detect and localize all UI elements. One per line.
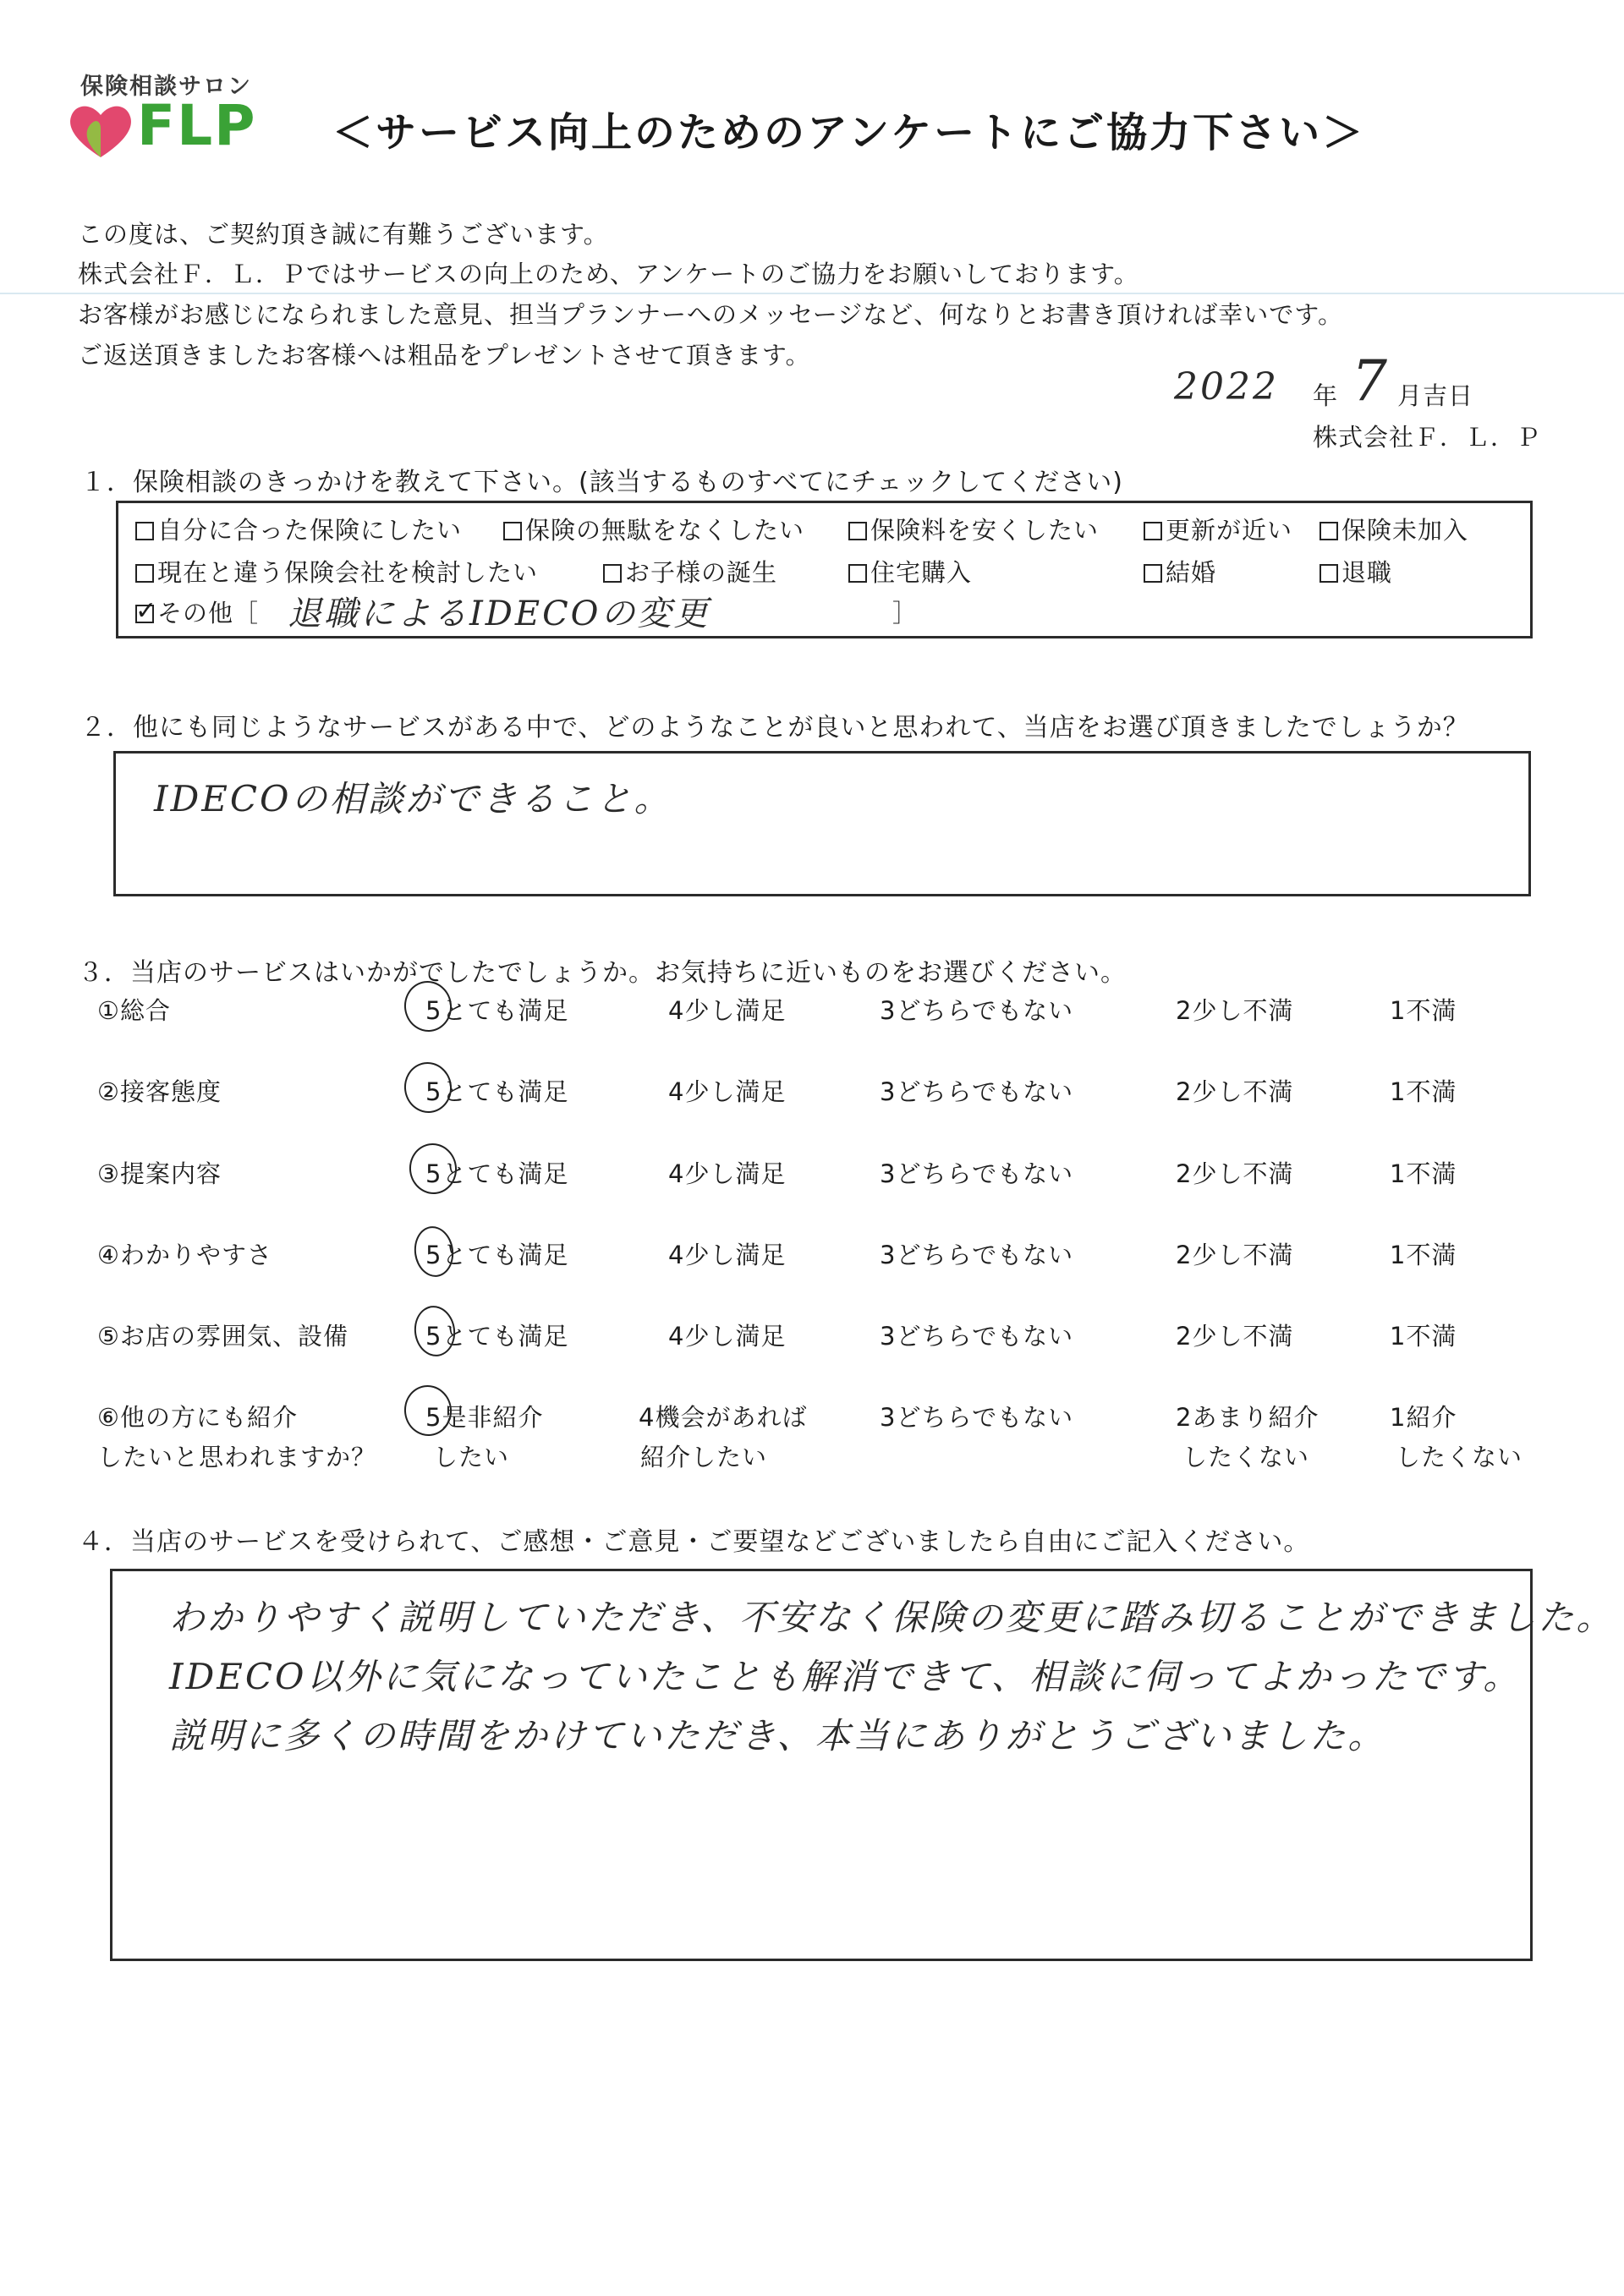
q3-option-5[interactable]: 5とても満足 xyxy=(425,1077,569,1106)
logo-heart-icon xyxy=(66,100,135,161)
page-title: ＜サービス向上のためのアンケートにご協力下さい＞ xyxy=(332,109,1366,156)
company-name: 株式会社Ｆ．Ｌ．Ｐ xyxy=(1313,423,1542,452)
q3-option-2[interactable]: 2少し不満 xyxy=(1176,1241,1294,1269)
q1-option[interactable]: 更新が近い xyxy=(1144,512,1292,546)
q1-option[interactable]: 現在と違う保険会社を検討したい xyxy=(135,554,538,589)
q4-answer-line-2: IDECO以外に気になっていたことも解消できて、相談に伺ってよかったです。 xyxy=(169,1656,1522,1697)
q3-option-5[interactable]: 5とても満足 xyxy=(425,1241,569,1269)
checkbox-icon[interactable] xyxy=(848,564,867,583)
checkbox-icon[interactable] xyxy=(135,564,154,583)
q3-row-label: ③提案内容 xyxy=(97,1159,222,1188)
q3-row6-option-2-line2: したくない xyxy=(1182,1443,1310,1471)
q3-row6-label-line1: ⑥他の方にも紹介 xyxy=(97,1403,298,1432)
intro-line-2: 株式会社Ｆ．Ｌ．Ｐではサービスの向上のため、アンケートのご協力をお願いしております。 xyxy=(78,260,1139,288)
q3-option-2[interactable]: 2少し不満 xyxy=(1176,1322,1294,1351)
q3-option-2[interactable]: 2少し不満 xyxy=(1176,1159,1294,1188)
q3-option-1[interactable]: 1不満 xyxy=(1390,1241,1457,1269)
q1-option[interactable]: お子様の誕生 xyxy=(603,554,777,589)
date-year-label: 年 xyxy=(1313,381,1339,410)
q3-option-1[interactable]: 1不満 xyxy=(1390,996,1457,1025)
q3-option-3[interactable]: 3どちらでもない xyxy=(880,1241,1074,1269)
q3-row6-option-4-line2: 紹介したい xyxy=(640,1443,768,1471)
q3-option-3[interactable]: 3どちらでもない xyxy=(880,1322,1074,1351)
intro-line-4: ご返送頂きましたお客様へは粗品をプレゼントさせて頂きます。 xyxy=(78,341,811,370)
checkbox-icon[interactable] xyxy=(1320,564,1338,583)
q3-option-3[interactable]: 3どちらでもない xyxy=(880,1077,1074,1106)
scan-artifact-line xyxy=(0,293,1624,294)
q3-option-2[interactable]: 2少し不満 xyxy=(1176,996,1294,1025)
q4-answer-line-1: わかりやすく説明していただき、不安なく保険の変更に踏み切ることができました。 xyxy=(169,1597,1615,1638)
checkbox-icon[interactable] xyxy=(1144,522,1162,540)
q1-option[interactable]: 保険料を安くしたい xyxy=(848,512,1099,546)
q3-row-label: ②接客態度 xyxy=(97,1077,222,1106)
checkbox-icon[interactable] xyxy=(603,564,622,583)
q1-option[interactable]: 住宅購入 xyxy=(848,554,972,589)
q3-option-4[interactable]: 4少し満足 xyxy=(668,1077,787,1106)
checkbox-icon[interactable] xyxy=(848,522,867,540)
logo-caption: 保険相談サロン xyxy=(80,74,252,100)
checkbox-icon[interactable] xyxy=(503,522,522,540)
q3-row-label: ④わかりやすさ xyxy=(97,1241,272,1269)
q1-option[interactable]: 自分に合った保険にしたい xyxy=(135,512,462,546)
q2-heading: ２．他にも同じようなサービスがある中で、どのようなことが良いと思われて、当店をお選び頂きましたでしょうか？ xyxy=(80,713,1469,743)
q3-row6-option-5[interactable]: 5是非紹介 xyxy=(425,1403,544,1432)
q4-heading: ４．当店のサービスを受けられて、ご感想・ご意見・ご要望などございましたら自由にご記入ください。 xyxy=(78,1527,1310,1557)
q3-row6-option-5-line2: したい xyxy=(433,1443,510,1471)
q1-option[interactable]: 結婚 xyxy=(1144,554,1216,589)
q3-row6-option-1-line2: したくない xyxy=(1396,1443,1523,1471)
q3-option-3[interactable]: 3どちらでもない xyxy=(880,996,1074,1025)
q1-heading: １．保険相談のきっかけを教えて下さい。(該当するものすべてにチェックしてください) xyxy=(80,468,1123,497)
intro-line-3: お客様がお感じになられました意見、担当プランナーへのメッセージなど、何なりとお書き頂ければ幸いです。 xyxy=(78,300,1343,329)
date-month-label: 月吉日 xyxy=(1397,381,1474,410)
q1-other-option[interactable]: ✓ その他［ xyxy=(135,596,260,627)
q3-option-5[interactable]: 5とても満足 xyxy=(425,1322,569,1351)
q3-row6-label-line2: したいと思われますか？ xyxy=(97,1443,377,1471)
date-month-handwritten: 7 xyxy=(1352,348,1390,414)
q3-option-1[interactable]: 1不満 xyxy=(1390,1077,1457,1106)
q3-option-4[interactable]: 4少し満足 xyxy=(668,1322,787,1351)
q3-option-5[interactable]: 5とても満足 xyxy=(425,1159,569,1188)
q1-option[interactable]: 保険の無駄をなくしたい xyxy=(503,512,804,546)
q3-option-4[interactable]: 4少し満足 xyxy=(668,1241,787,1269)
q3-selected-circle xyxy=(411,1224,457,1280)
q3-option-5[interactable]: 5とても満足 xyxy=(425,996,569,1025)
logo-brand: FLP xyxy=(137,93,257,158)
intro-line-1: この度は、ご契約頂き誠に有難うございます。 xyxy=(78,220,609,249)
q3-heading: ３．当店のサービスはいかがでしたでしょうか。お気持ちに近いものをお選びください。 xyxy=(78,958,1127,988)
q3-row6-option-2[interactable]: 2あまり紹介 xyxy=(1176,1403,1320,1432)
q3-option-1[interactable]: 1不満 xyxy=(1390,1322,1457,1351)
q3-option-3[interactable]: 3どちらでもない xyxy=(880,1159,1074,1188)
q3-row-label: ⑤お店の雰囲気、設備 xyxy=(97,1322,348,1351)
check-mark-icon: ✓ xyxy=(135,596,158,626)
q3-option-4[interactable]: 4少し満足 xyxy=(668,996,787,1025)
q3-row-label: ①総合 xyxy=(97,996,171,1025)
q3-row6-option-4[interactable]: 4機会があれば xyxy=(639,1403,808,1432)
q4-answer-line-3: 説明に多くの時間をかけていただき、本当にありがとうございました。 xyxy=(169,1715,1386,1756)
checkbox-icon[interactable] xyxy=(1320,522,1338,540)
q1-option[interactable]: 退職 xyxy=(1320,554,1392,589)
q2-answer: IDECOの相談ができること。 xyxy=(154,778,672,819)
q3-row6-option-1[interactable]: 1紹介 xyxy=(1390,1403,1457,1432)
date-year-handwritten: 2022 xyxy=(1174,365,1279,408)
q3-option-1[interactable]: 1不満 xyxy=(1390,1159,1457,1188)
q1-option[interactable]: 保険未加入 xyxy=(1320,512,1468,546)
checkbox-checked-icon[interactable] xyxy=(135,596,158,626)
q3-option-2[interactable]: 2少し不満 xyxy=(1176,1077,1294,1106)
q1-other-answer: 退職によるIDECOの変更 xyxy=(288,595,710,633)
q1-other-close-bracket: ］ xyxy=(892,599,919,627)
checkbox-icon[interactable] xyxy=(135,522,154,540)
q3-option-4[interactable]: 4少し満足 xyxy=(668,1159,787,1188)
checkbox-icon[interactable] xyxy=(1144,564,1162,583)
q3-row6-option-3[interactable]: 3どちらでもない xyxy=(880,1403,1074,1432)
